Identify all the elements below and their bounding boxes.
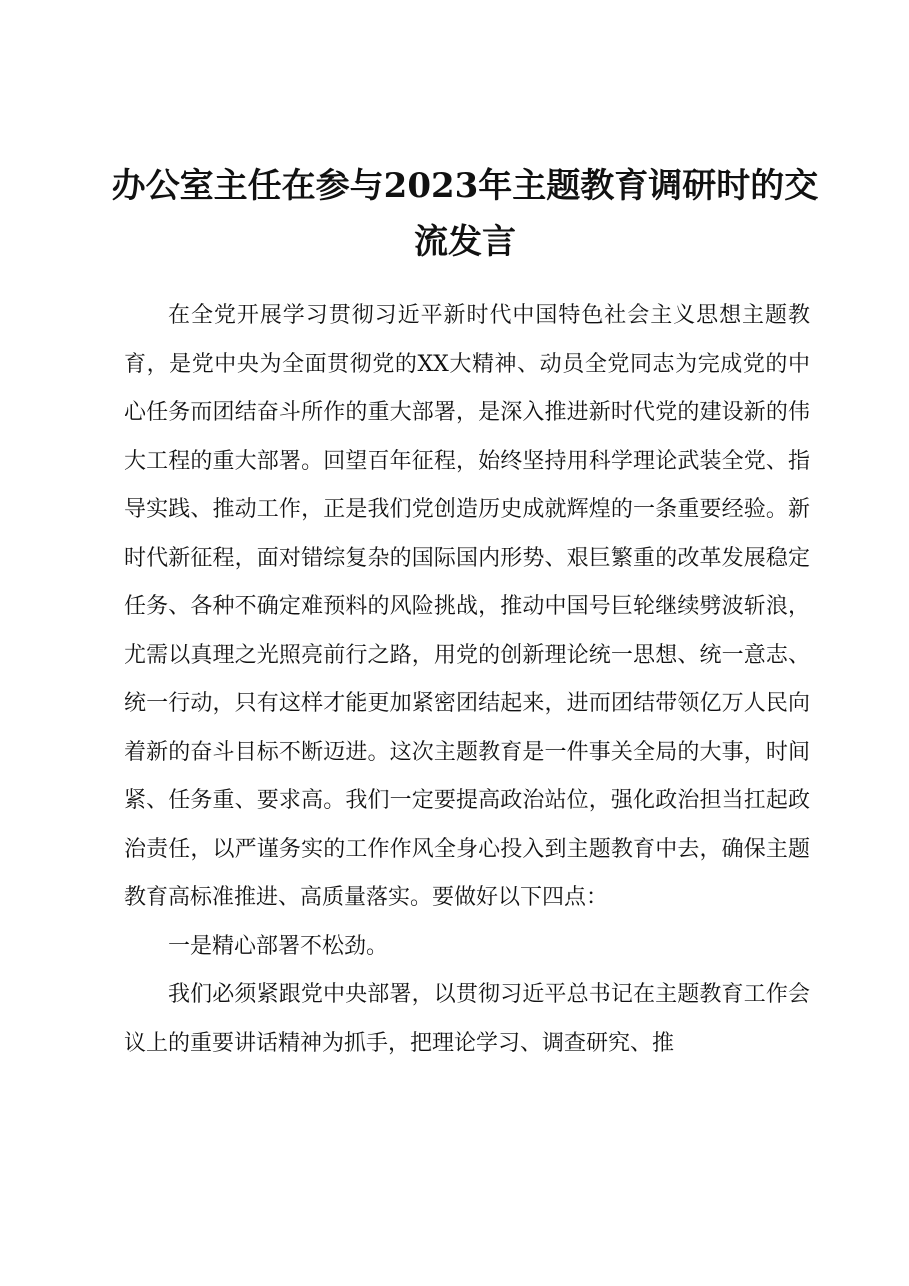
paragraph-point-one-heading: 一是精心部署不松劲。 (168, 933, 389, 959)
document-body (124, 292, 810, 1068)
document-title: 办公室主任在参与2023年主题教育调研时的交流发言 (111, 166, 819, 262)
paragraph-point-one-body: 我们必须紧跟党中央部署，以贯彻习近平总书记在主题教育工作会议上的重要讲话精神为抓手，把理论学习、调查研究、推 (124, 982, 810, 1056)
paragraph-intro: 在全党开展学习贯彻习近平新时代中国特色社会主义思想主题教育，是党中央为全面贯彻党的XX大精神、动员全党同志为完成党的中心任务而团结奋斗所作的重大部署，是深入推进新时代党的建设新的伟大工程的重大部署。回望百年征程，始终坚持用科学理论武装全党、指导实践、推动工作，正是我们党创造历史成就辉煌的一条重要经验。新时代新征程，面对错综复杂的国际国内形势、艰巨繁重的改革发展稳定任务、各种不确定难预料的风险挑战，推动中国号巨轮继续劈波斩浪，尤需以真理之光照亮前行之路，用党的创新理论统一思想、统一意志、统一行动，只有这样才能更加紧密团结起来，进而团结带领亿万人民向着新的奋斗目标不断迈进。这次主题教育是一件事关全局的大事，时间紧、任务重、要求高。我们一定要提高政治站位，强化政治担当扛起政治责任，以严谨务实的工作作风全身心投入到主题教育中去，确保主题教育高标准推进、高质量落实。要做好以下四点： (124, 303, 810, 910)
